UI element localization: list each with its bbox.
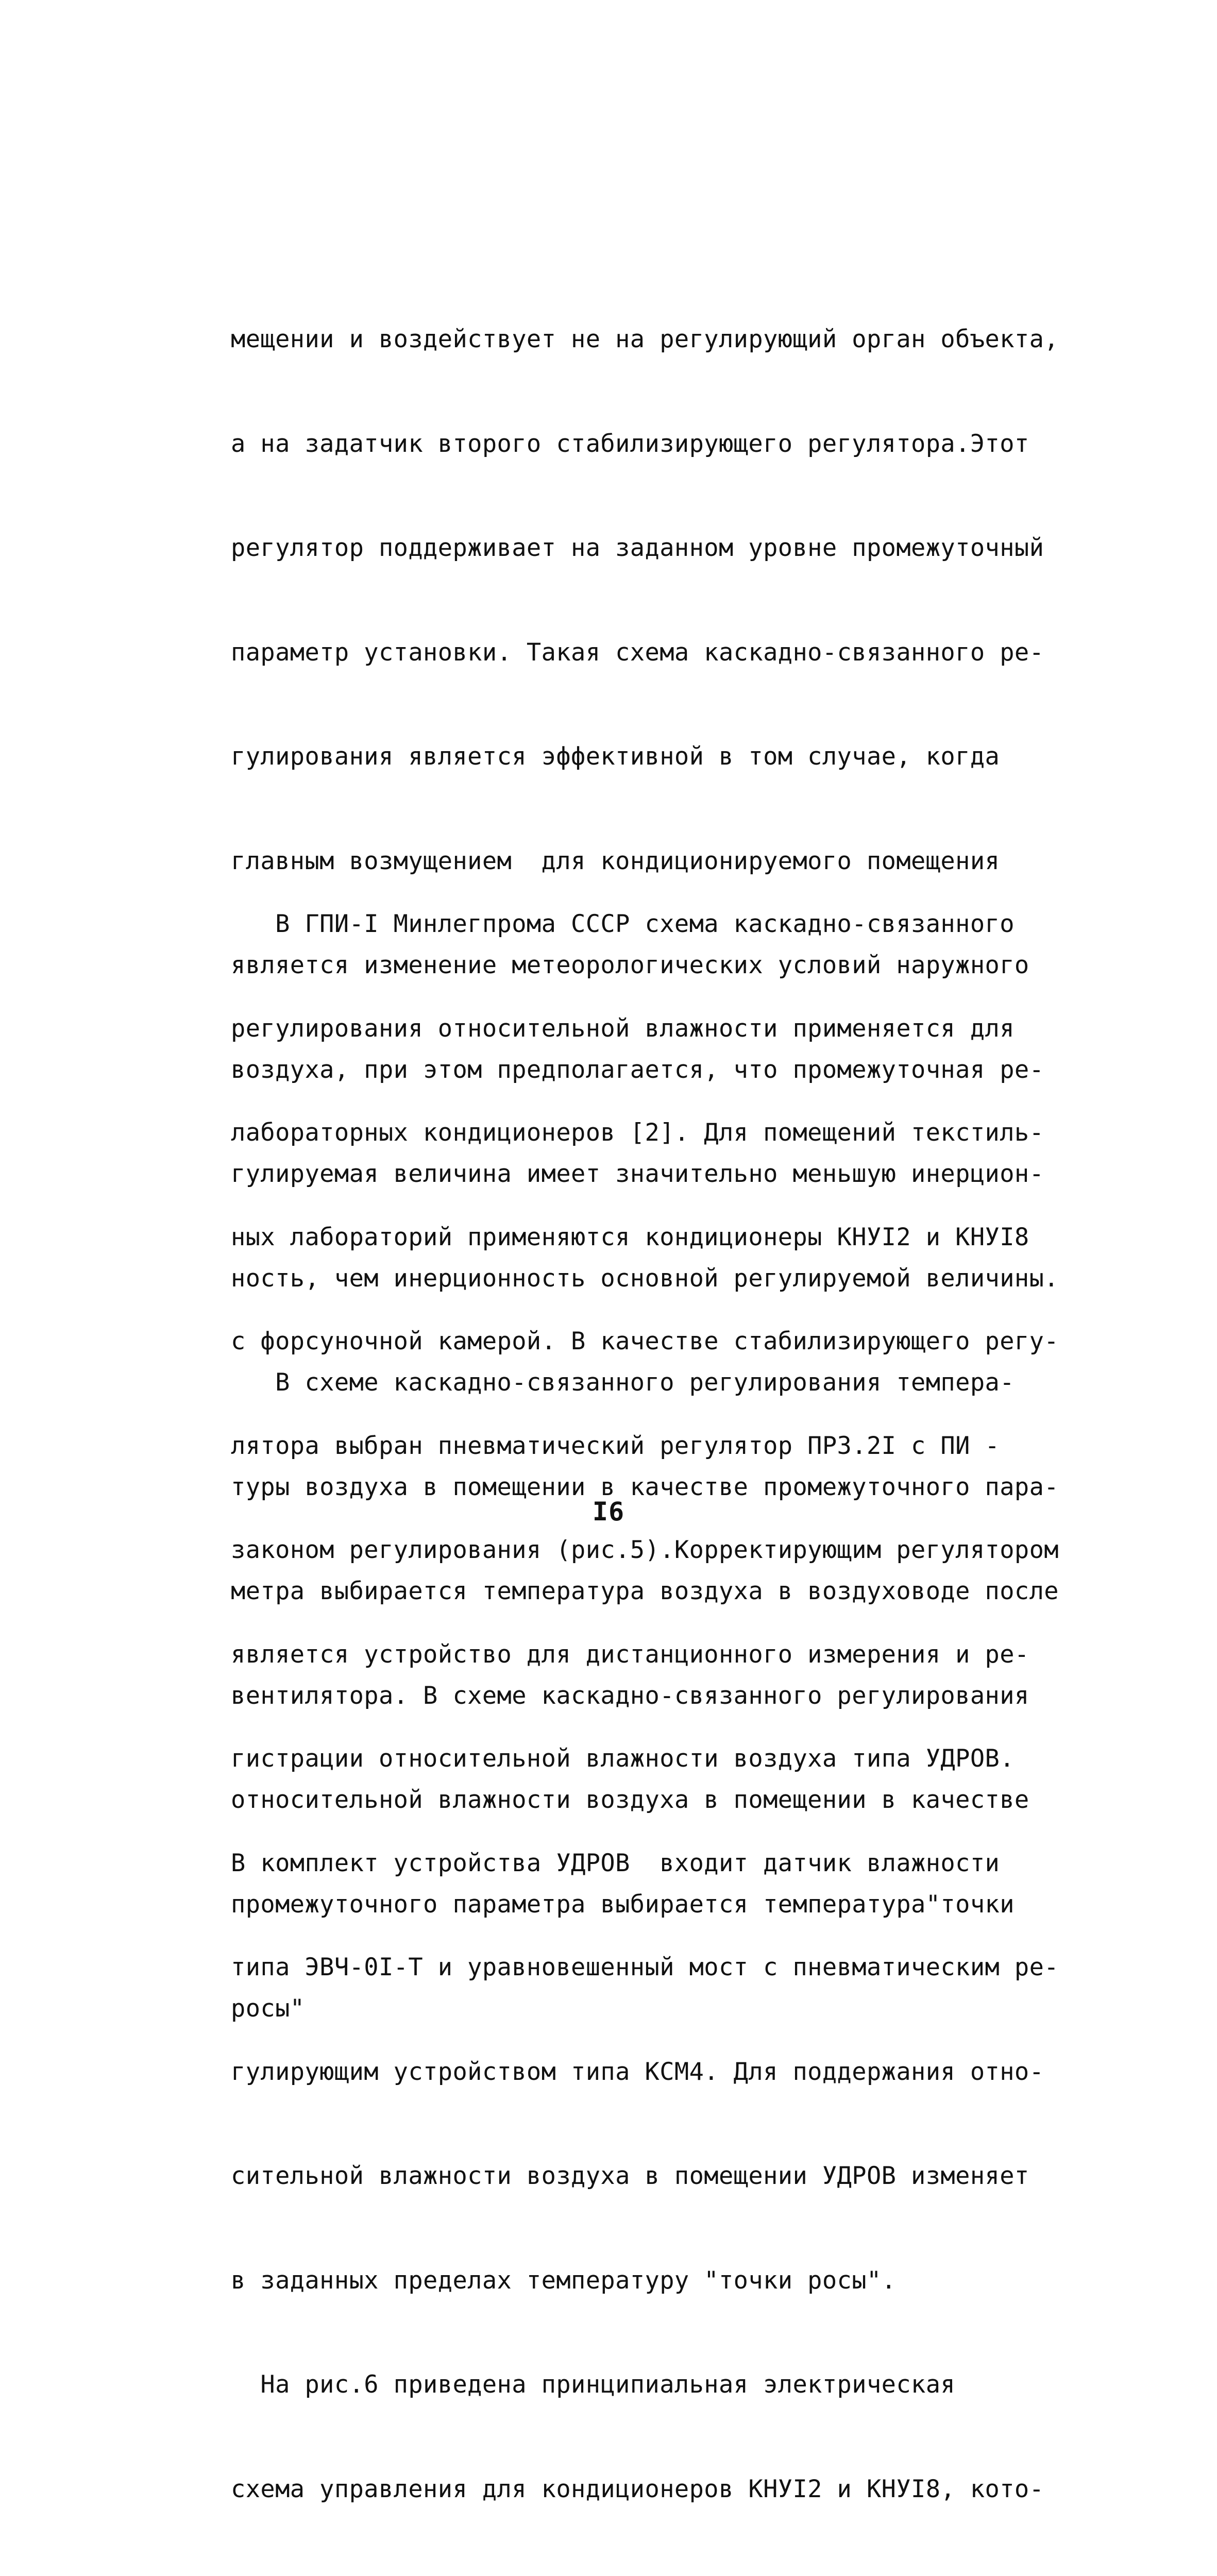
page-number: I6 [592, 1497, 625, 1527]
text-line: промежуточного параметра выбирается температура"точки [231, 1890, 1015, 1919]
text-line: главным возмущением для кондиционируемого помещения [231, 846, 1000, 875]
text-line: гистрации относительной влажности воздуха типа УДРОВ. [231, 1744, 1015, 1773]
text-line: сительной влажности воздуха в помещении УДРОВ изменяет [231, 2162, 1029, 2190]
text-line: лабораторных кондиционеров [2]. Для помещений текстиль- [231, 1118, 1044, 1147]
text-line: В схеме каскадно-связанного регулирования темпера- [231, 1368, 1015, 1397]
text-line: ность, чем инерционность основной регулируемой величины. [231, 1264, 1059, 1293]
text-line: схема управления для кондиционеров КНУI2 и КНУI8, кото- [231, 2475, 1044, 2503]
text-line: регулирования относительной влажности применяется для [231, 1014, 1015, 1043]
text-line: типа ЭВЧ-0I-Т и уравновешенный мост с пневматическим ре- [231, 1953, 1059, 1981]
text-line: В комплект устройства УДРОВ входит датчик влажности [231, 1849, 1000, 1877]
text-line: а на задатчик второго стабилизирующего регулятора.Этот [231, 429, 1029, 458]
text-line: В ГПИ-I Минлегпрома СССР схема каскадно-связанного [231, 910, 1015, 938]
text-line: гулируемая величина имеет значительно меньшую инерцион- [231, 1160, 1044, 1188]
text-line: регулятор поддерживает на заданном уровне промежуточный [231, 534, 1044, 562]
text-line: является изменение метеорологических условий наружного [231, 951, 1029, 979]
text-line: параметр установки. Такая схема каскадно-связанного ре- [231, 638, 1044, 667]
text-line: лятора выбран пневматический регулятор ПР3.2I с ПИ - [231, 1431, 1000, 1460]
text-line: с форсуночной камерой. В качестве стабилизирующего регу- [231, 1327, 1059, 1355]
text-line: законом регулирования (рис.5).Корректирующим регулятором [231, 1536, 1059, 1564]
text-line: вентилятора. В схеме каскадно-связанного регулирования [231, 1681, 1029, 1710]
text-line: воздуха, при этом предполагается, что промежуточная ре- [231, 1055, 1044, 1084]
text-line: в заданных пределах температуру "точки росы". [231, 2266, 897, 2295]
text-block-bottom [231, 837, 1059, 2576]
text-line: На рис.6 приведена принципиальная электрическая [231, 2370, 956, 2399]
text-line: гулирующим устройством типа КСМ4. Для поддержания отно- [231, 2057, 1044, 2086]
text-line: росы" [231, 1994, 305, 2023]
text-line: является устройство для дистанционного измерения и ре- [231, 1640, 1029, 1669]
text-line: туры воздуха в помещении в качестве промежуточного пара- [231, 1472, 1059, 1501]
text-line: относительной влажности воздуха в помещении в качестве [231, 1786, 1029, 1814]
text-line: метра выбирается температура воздуха в воздуховоде после [231, 1577, 1059, 1605]
text-line: ных лабораторий применяются кондиционеры КНУI2 и КНУI8 [231, 1223, 1029, 1251]
text-line: мещении и воздействует не на регулирующий орган объекта, [231, 325, 1059, 353]
text-line: гулирования является эффективной в том случае, когда [231, 742, 1000, 771]
